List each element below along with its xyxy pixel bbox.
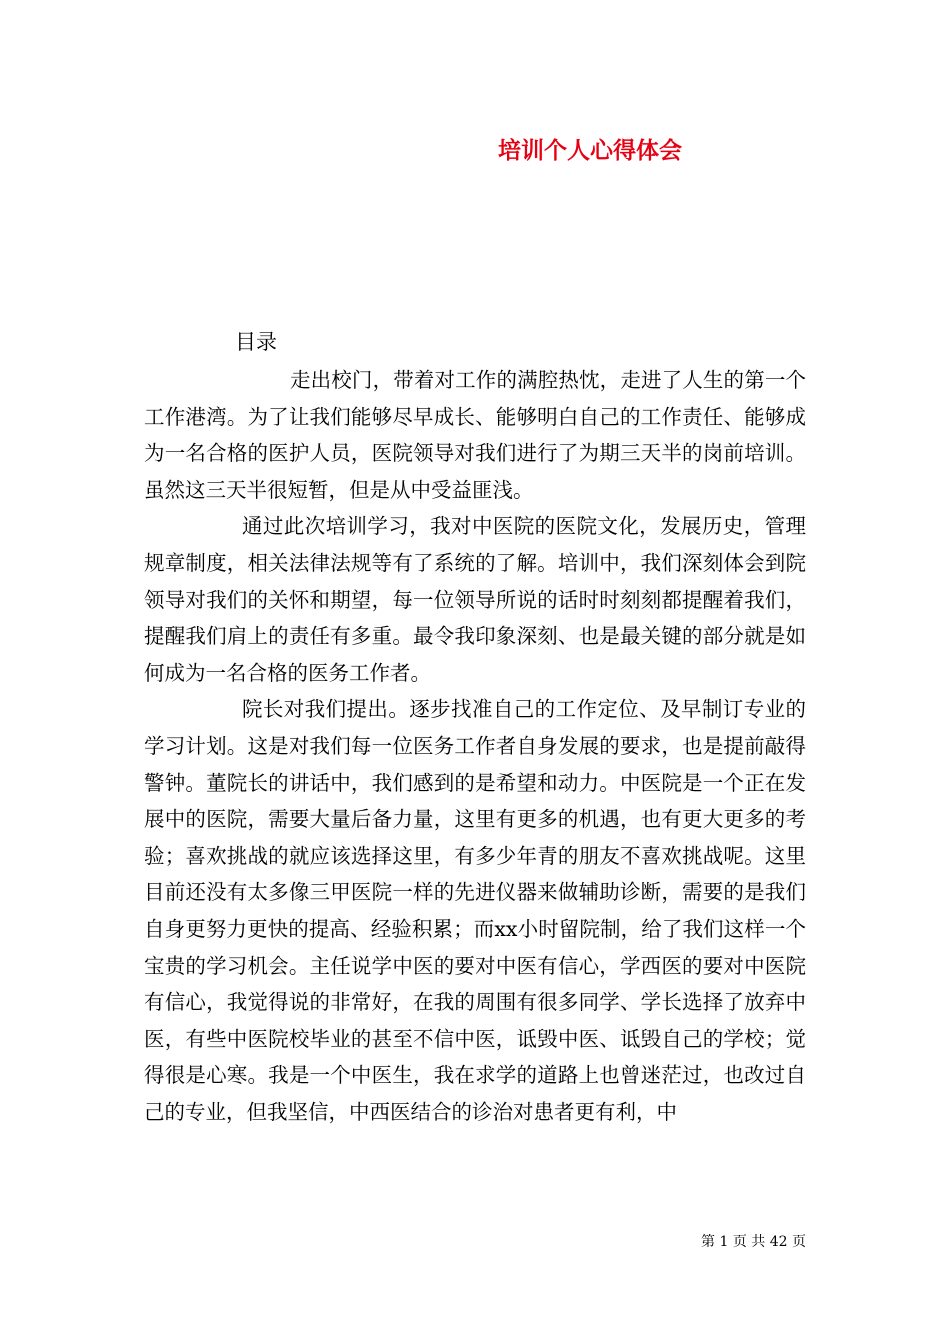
document-body <box>144 362 806 1130</box>
body-paragraph: 通过此次培训学习，我对中医院的医院文化，发展历史，管理规章制度，相关法律法规等有了系统的了解。培训中，我们深刻体会到院领导对我们的关怀和期望，每一位领导所说的话时时刻刻都提醒着我们，提醒我们肩上的责任有多重。最令我印象深刻、也是最关键的部分就是如何成为一名合格的医务工作者。 <box>144 514 806 685</box>
body-paragraph: 院长对我们提出。逐步找准自己的工作定位、及早制订专业的学习计划。这是对我们每一位医务工作者自身发展的要求，也是提前敲得警钟。董院长的讲话中，我们感到的是希望和动力。中医院是一个正在发展中的医院，需要大量后备力量，这里有更多的机遇，也有更大更多的考验；喜欢挑战的就应该选择这里，有多少年青的朋友不喜欢挑战呢。这里目前还没有太多像三甲医院一样的先进仪器来做辅助诊断，需要的是我们自身更努力更快的提高、经验积累；而xx小时留院制，给了我们这样一个宝贵的学习机会。主任说学中医的要对中医有信心，学西医的要对中医院有信心，我觉得说的非常好，在我的周围有很多同学、学长选择了放弃中医，有些中医院校毕业的甚至不信中医，诋毁中医、诋毁自己的学校；觉得很是心寒。我是一个中医生，我在求学的道路上也曾迷茫过，也改过自己的专业，但我坚信，中西医结合的诊治对患者更有利，中 <box>144 697 806 1124</box>
page-number: 第 1 页 共 42 页 <box>701 1234 806 1250</box>
document-title: 培训个人心得体会 <box>498 137 682 164</box>
toc-label: 目录 <box>235 330 277 354</box>
body-paragraph: 走出校门，带着对工作的满腔热忱，走进了人生的第一个工作港湾。为了让我们能够尽早成长、能够明白自己的工作责任、能够成为一名合格的医护人员，医院领导对我们进行了为期三天半的岗前培训。虽然这三天半很短暂，但是从中受益匪浅。 <box>144 368 806 502</box>
